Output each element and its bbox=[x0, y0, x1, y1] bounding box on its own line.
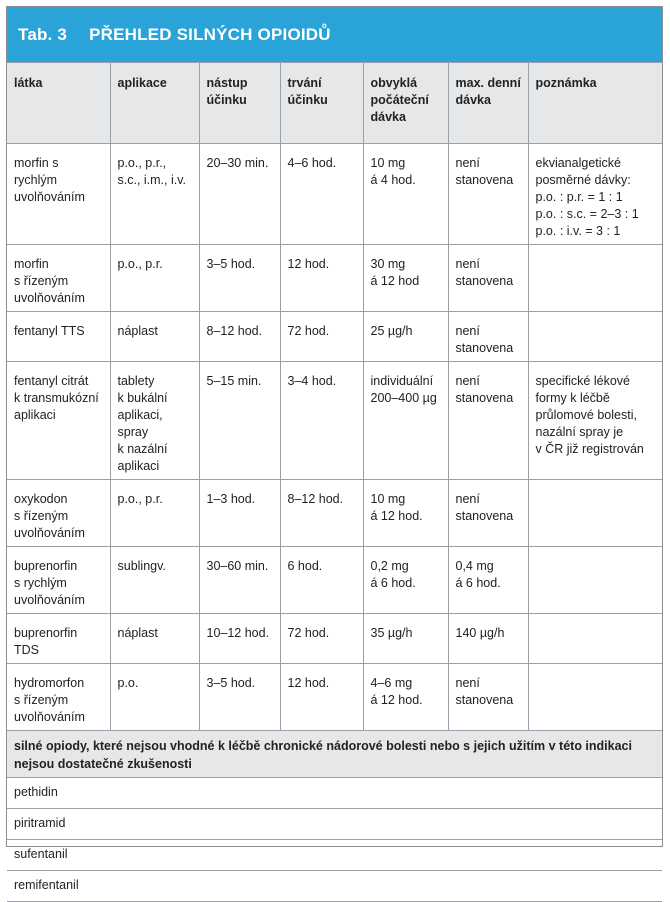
table-cell: 8–12 hod. bbox=[199, 312, 280, 362]
table-cell: 10 mg á 12 hod. bbox=[363, 480, 448, 547]
table-cell: 3–5 hod. bbox=[199, 245, 280, 312]
table-cell: 30 mg á 12 hod bbox=[363, 245, 448, 312]
table-cell: 12 hod. bbox=[280, 664, 363, 731]
table-cell: buprenorfin s rychlým uvolňováním bbox=[7, 547, 110, 614]
section-item: sufentanil bbox=[7, 840, 662, 871]
table-cell bbox=[528, 245, 662, 312]
table-cell: 140 µg/h bbox=[448, 614, 528, 664]
table-cell: ekvianalgetické posměrné dávky: p.o. : p.r. = 1 : 1 p.o. : s.c. = 2–3 : 1 p.o. : i.v. = 3 : 1 bbox=[528, 144, 662, 245]
table-row bbox=[7, 547, 662, 614]
table-cell: 20–30 min. bbox=[199, 144, 280, 245]
table-cell: náplast bbox=[110, 312, 199, 362]
table-cell: oxykodon s řízeným uvolňováním bbox=[7, 480, 110, 547]
section-item: pethidin bbox=[7, 778, 662, 809]
table-title-bar bbox=[7, 7, 662, 62]
table-cell: není stanovena bbox=[448, 312, 528, 362]
table-row bbox=[7, 614, 662, 664]
table-row bbox=[7, 144, 662, 245]
table-cell: 1–3 hod. bbox=[199, 480, 280, 547]
table-cell: p.o., p.r. bbox=[110, 245, 199, 312]
header-row bbox=[7, 63, 662, 144]
table-cell: 12 hod. bbox=[280, 245, 363, 312]
table-cell: 10–12 hod. bbox=[199, 614, 280, 664]
table-cell: není stanovena bbox=[448, 245, 528, 312]
table-row bbox=[7, 480, 662, 547]
table-cell: sublingv. bbox=[110, 547, 199, 614]
table-cell: 25 µg/h bbox=[363, 312, 448, 362]
table-cell: 3–5 hod. bbox=[199, 664, 280, 731]
section-heading: silné opiody, které nejsou vhodné k léčbě chronické nádorové bolesti nebo s jejich užitím v této indikaci nejsou dostatečné zkušenosti bbox=[7, 731, 662, 778]
table-cell: fentanyl TTS bbox=[7, 312, 110, 362]
table-cell: 5–15 min. bbox=[199, 362, 280, 480]
table-cell: 72 hod. bbox=[280, 312, 363, 362]
table-cell: 8–12 hod. bbox=[280, 480, 363, 547]
table-cell: tablety k bukální aplikaci, spray k nazální aplikaci bbox=[110, 362, 199, 480]
header-cell: poznámka bbox=[528, 63, 662, 144]
table-cell bbox=[528, 614, 662, 664]
table-cell: 72 hod. bbox=[280, 614, 363, 664]
table-cell: p.o., p.r., s.c., i.m., i.v. bbox=[110, 144, 199, 245]
table-cell: p.o., p.r. bbox=[110, 480, 199, 547]
table-cell: p.o. bbox=[110, 664, 199, 731]
table-cell: hydromorfon s řízeným uvolňováním bbox=[7, 664, 110, 731]
header-cell: nástup účinku bbox=[199, 63, 280, 144]
header-cell: trvání účinku bbox=[280, 63, 363, 144]
table-cell bbox=[528, 664, 662, 731]
header-cell: látka bbox=[7, 63, 110, 144]
table-row bbox=[7, 312, 662, 362]
table-cell: není stanovena bbox=[448, 144, 528, 245]
header-cell: aplikace bbox=[110, 63, 199, 144]
table-row bbox=[7, 362, 662, 480]
table-cell: 0,4 mg á 6 hod. bbox=[448, 547, 528, 614]
table-cell: individuální 200–400 µg bbox=[363, 362, 448, 480]
table-cell bbox=[528, 480, 662, 547]
table-cell: náplast bbox=[110, 614, 199, 664]
table-row bbox=[7, 664, 662, 731]
table-cell: morfin s řízeným uvolňováním bbox=[7, 245, 110, 312]
table-cell: 3–4 hod. bbox=[280, 362, 363, 480]
section-item: remifentanil bbox=[7, 871, 662, 902]
table-cell: buprenorfin TDS bbox=[7, 614, 110, 664]
table-cell: 10 mg á 4 hod. bbox=[363, 144, 448, 245]
table-cell: není stanovena bbox=[448, 362, 528, 480]
header-cell: max. denní dávka bbox=[448, 63, 528, 144]
table-title: PŘEHLED SILNÝCH OPIOIDŮ bbox=[89, 24, 331, 44]
header-cell: obvyklá počáteční dávka bbox=[363, 63, 448, 144]
table-cell: 35 µg/h bbox=[363, 614, 448, 664]
table-cell: 6 hod. bbox=[280, 547, 363, 614]
table-cell: 4–6 mg á 12 hod. bbox=[363, 664, 448, 731]
list-item bbox=[7, 809, 662, 840]
list-item bbox=[7, 840, 662, 871]
list-item bbox=[7, 778, 662, 809]
table-cell: není stanovena bbox=[448, 664, 528, 731]
table-cell: 0,2 mg á 6 hod. bbox=[363, 547, 448, 614]
opioid-table bbox=[7, 62, 662, 902]
table-cell bbox=[528, 547, 662, 614]
table-cell: 4–6 hod. bbox=[280, 144, 363, 245]
table-cell: 30–60 min. bbox=[199, 547, 280, 614]
list-item bbox=[7, 871, 662, 902]
table-cell: specifické lékové formy k léčbě průlomové bolesti, nazální spray je v ČR již registrován bbox=[528, 362, 662, 480]
table-row bbox=[7, 245, 662, 312]
table-cell: není stanovena bbox=[448, 480, 528, 547]
table-frame bbox=[6, 6, 663, 892]
table-number: Tab. 3 bbox=[18, 24, 68, 44]
section-heading-row bbox=[7, 731, 662, 778]
section-item: piritramid bbox=[7, 809, 662, 840]
table-cell: morfin s rychlým uvolňováním bbox=[7, 144, 110, 245]
table-cell: fentanyl citrát k transmukózní aplikaci bbox=[7, 362, 110, 480]
table-cell bbox=[528, 312, 662, 362]
